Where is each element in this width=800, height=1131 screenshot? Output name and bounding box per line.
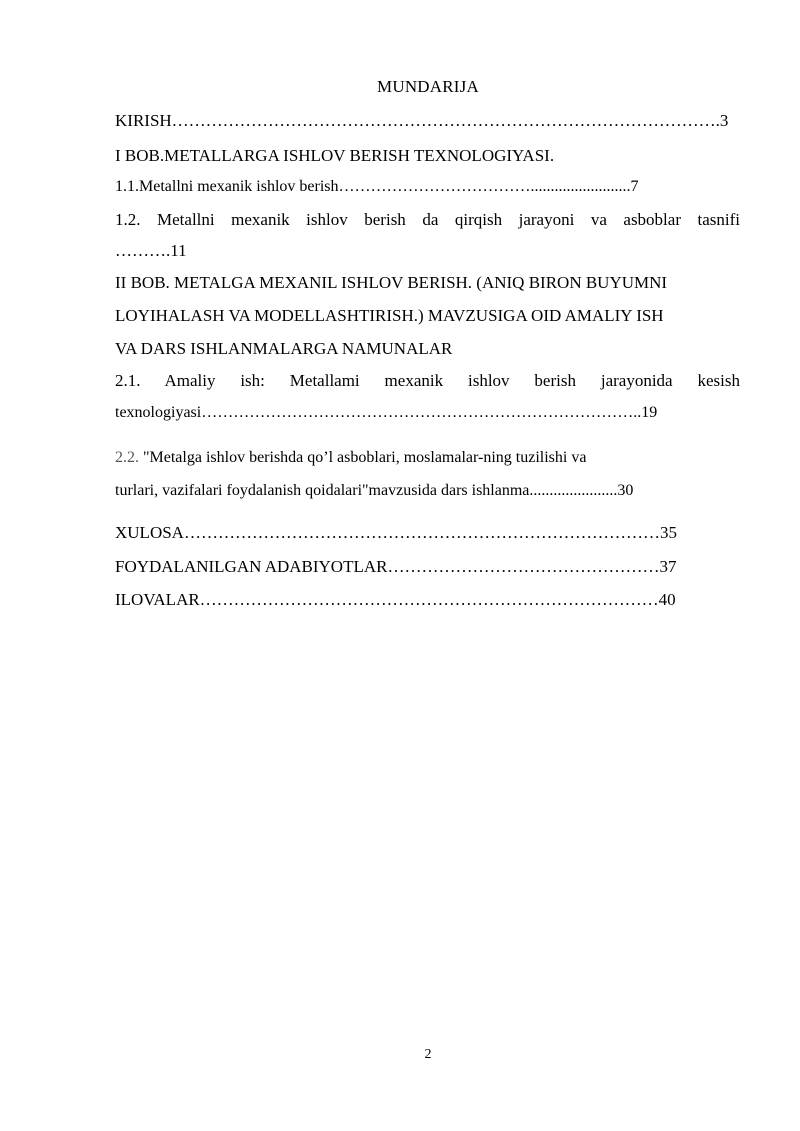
toc-heading-chapter-2-line-2: LOYIHALASH VA MODELLASHTIRISH.) MAVZUSIGA OID AMALIY ISH [115, 306, 664, 325]
toc-entry-2-2-page: turlari, vazifalari foydalanish qoidalari"mavzusida dars ishlanma......................30 [115, 482, 634, 499]
toc-heading-chapter-1: I BOB.METALLARGA ISHLOV BERISH TEXNOLOGIYASI. [115, 146, 555, 165]
toc-entry-ilovalar: ILOVALAR………………………………………………………………………40 [115, 590, 676, 609]
page-number: 2 [424, 1047, 432, 1062]
toc-entry-2-2-text: "Metalga ishlov berishda qo’l asboblari, moslamalar-ning tuzilishi va [143, 449, 587, 466]
toc-entry-1-2: 1.2. Metallni mexanik ishlov berish da qirqish jarayoni va asboblar tasnifi [115, 210, 740, 229]
toc-entry-kirish: KIRISH…………………………………………………………………………………….3 [115, 111, 729, 130]
toc-entry-1-1: 1.1.Metallni mexanik ishlov berish……………………………….........................7 [115, 178, 639, 195]
toc-entry-2-2 [115, 448, 740, 468]
toc-entry-1-2-page: ……….11 [115, 241, 187, 260]
toc-heading-chapter-2-line-3: VA DARS ISHLANMALARGA NAMUNALAR [115, 339, 453, 358]
page-title: MUNDARIJA [377, 77, 479, 96]
toc-entry-xulosa: XULOSA…………………………………………………………………………35 [115, 523, 677, 542]
toc-entry-2-1-page: texnologiyasi………………………………………………………………………..19 [115, 404, 658, 421]
toc-entry-2-2-number: 2.2. [115, 449, 139, 466]
toc-heading-chapter-2-line-1: II BOB. METALGA MEXANIL ISHLOV BERISH. (ANIQ BIRON BUYUMNI [115, 273, 668, 292]
toc-entry-2-1: 2.1. Amaliy ish: Metallami mexanik ishlov berish jarayonida kesish [115, 371, 740, 390]
toc-entry-adabiyotlar: FOYDALANILGAN ADABIYOTLAR…………………………………………37 [115, 557, 677, 576]
